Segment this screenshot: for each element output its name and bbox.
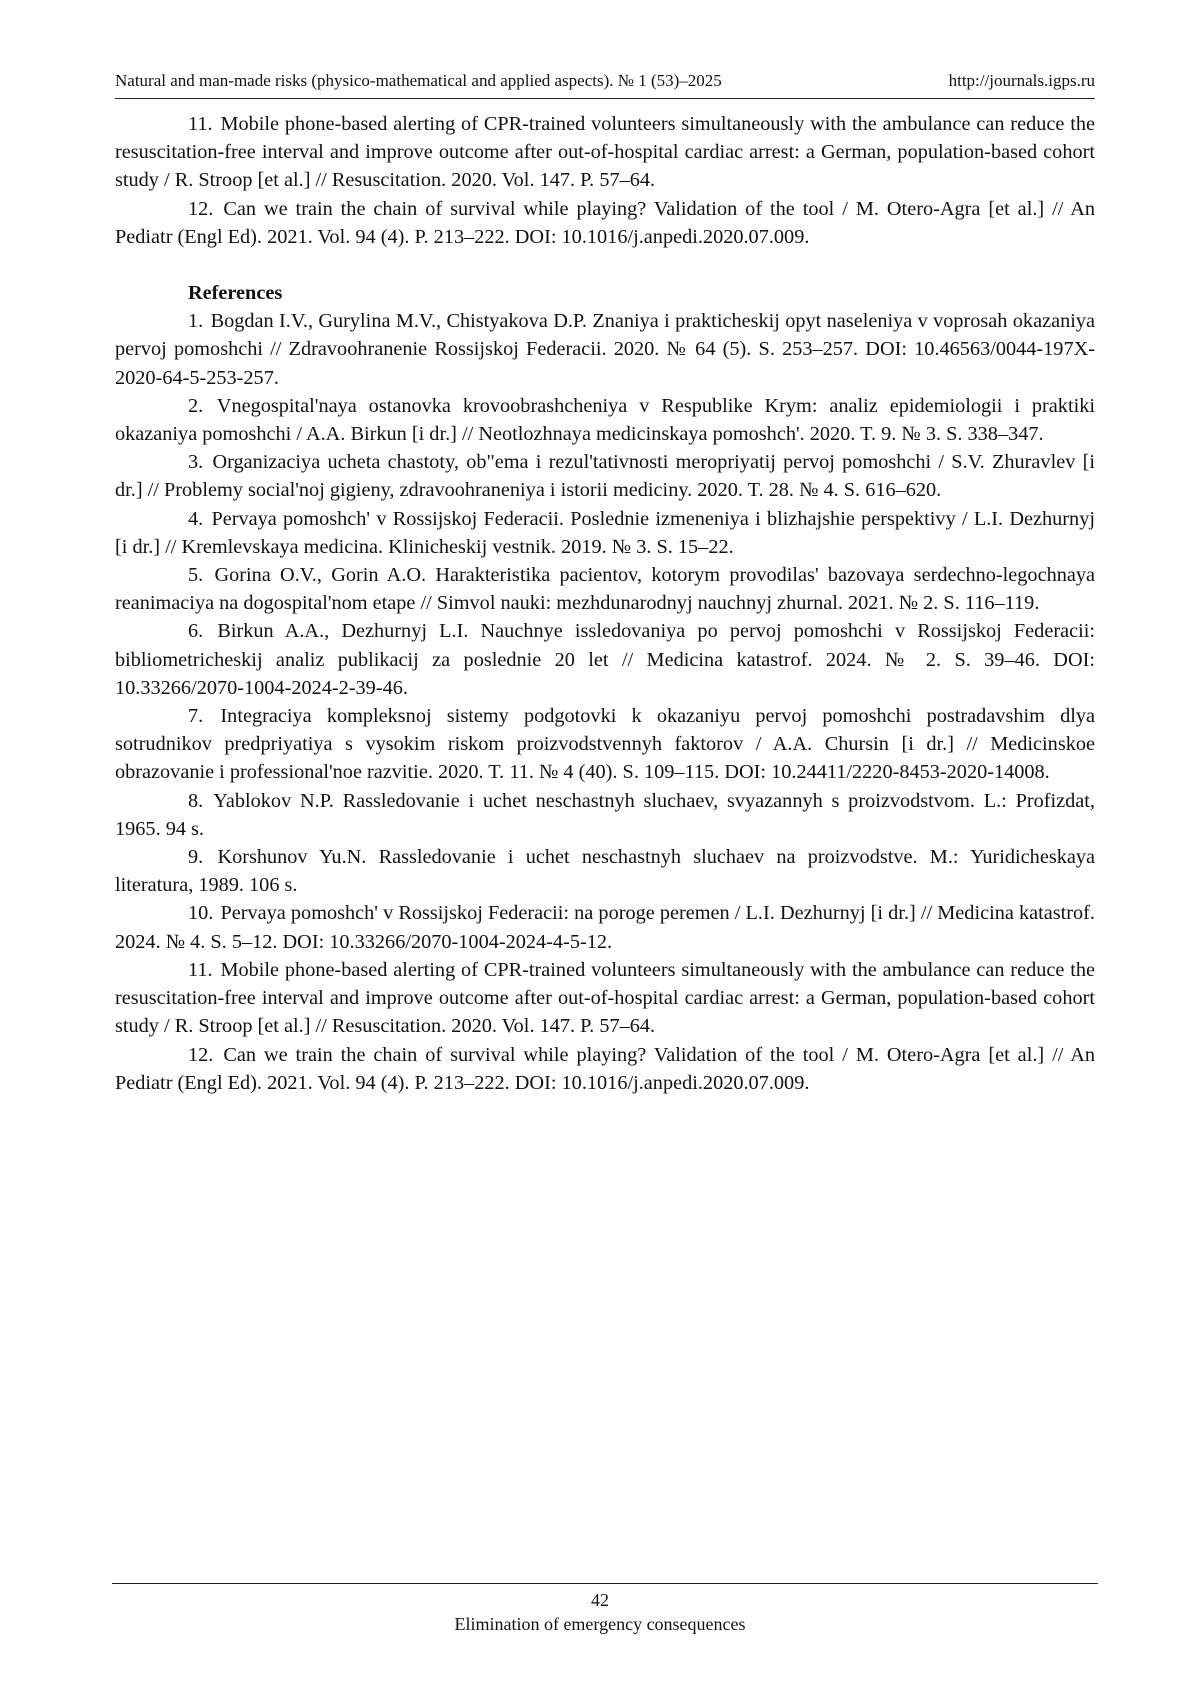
reference-text: Pervaya pomoshch' v Rossijskoj Federacii. Poslednie izmeneniya i blizhajshie perspektivy / L.I. Dezhurnyj [i dr.] // Kremlevskaya medicina. Klinicheskij vestnik. 2019. № 3. S. 15–22. — [115, 508, 1095, 558]
reference-number: 12. — [188, 198, 213, 220]
reference-item — [115, 195, 1095, 251]
reference-number: 1. — [188, 310, 203, 332]
reference-number: 5. — [188, 564, 203, 586]
reference-item — [115, 899, 1095, 955]
reference-text: Korshunov Yu.N. Rassledovanie i uchet neschastnyh sluchaev na proizvodstve. M.: Yuridicheskaya literatura, 1989. 106 s. — [115, 846, 1095, 896]
reference-item — [115, 956, 1095, 1041]
reference-item — [115, 787, 1095, 843]
page-number: 42 — [0, 1589, 1200, 1611]
reference-text: Mobile phone-based alerting of CPR-trained volunteers simultaneously with the ambulance can reduce the resuscitation-free interval and improve outcome after out-of-hospital cardiac arrest: a German, population-based cohort study / R. Stroop [et al.] // Resuscitation. 2020. Vol. 147. P. 57–64. — [115, 113, 1095, 191]
journal-title: Natural and man-made risks (physico-mathematical and applied aspects). № 1 (53)–2025 — [115, 71, 722, 91]
reference-text: Gorina O.V., Gorin A.O. Harakteristika pacientov, kotorym provodilas' bazovaya serdechno-legochnaya reanimaciya na dogospital'nom etape // Simvol nauki: mezhdunarodnyj nauchnyj zhurnal. 2021. № 2. S. 116–119. — [115, 564, 1095, 614]
reference-number: 6. — [188, 620, 203, 642]
reference-text: Can we train the chain of survival while playing? Validation of the tool / M. Otero-Agra [et al.] // An Pediatr (Engl Ed). 2021. Vol. 94 (4). P. 213–222. DOI: 10.1016/j.anpedi.2020.07.009. — [115, 1044, 1095, 1094]
running-header — [115, 70, 1095, 99]
reference-text: Integraciya kompleksnoj sistemy podgotovki k okazaniyu pervoj pomoshchi postradavshim dlya sotrudnikov predpriyatiya s vysokim riskom proizvodstvennyh faktorov / A.A. Chursin [i dr.] // Medicinskoe obrazovanie i professional'noe razvitie. 2020. T. 11. № 4 (40). S. 109–115. DOI: 10.24411/2220-8453-2020-14008. — [115, 705, 1095, 783]
reference-text: Organizaciya ucheta chastoty, ob"ema i rezul'tativnosti meropriyatij pervoj pomoshchi / S.V. Zhuravlev [i dr.] // Problemy social'noj gigieny, zdravoohraneniya i istorii mediciny. 2020. T. 28. № 4. S. 616–620. — [115, 451, 1095, 501]
reference-text: Vnegospital'naya ostanovka krovoobrashcheniya v Respublike Krym: analiz epidemiologii i praktiki okazaniya pomoshchi / A.A. Birkun [i dr.] // Neotlozhnaya medicinskaya pomoshch'. 2020. T. 9. № 3. S. 338–347. — [115, 395, 1095, 445]
reference-item — [115, 843, 1095, 899]
references-heading: References — [188, 279, 1095, 307]
reference-text: Birkun A.A., Dezhurnyj L.I. Nauchnye issledovaniya po pervoj pomoshchi v Rossijskoj Federacii: bibliometricheskij analiz publikacij za poslednie 20 let // Medicina katastrof. 2024. № 2. S. 39–46. DOI: 10.33266/2070-1004-2024-2-39-46. — [115, 620, 1095, 698]
reference-text: Can we train the chain of survival while playing? Validation of the tool / M. Otero-Agra [et al.] // An Pediatr (Engl Ed). 2021. Vol. 94 (4). P. 213–222. DOI: 10.1016/j.anpedi.2020.07.009. — [115, 198, 1095, 248]
reference-text: Yablokov N.P. Rassledovanie i uchet neschastnyh sluchaev, svyazannyh s proizvodstvom. L.: Profizdat, 1965. 94 s. — [115, 790, 1095, 840]
reference-text: Mobile phone-based alerting of CPR-trained volunteers simultaneously with the ambulance can reduce the resuscitation-free interval and improve outcome after out-of-hospital cardiac arrest: a German, population-based cohort study / R. Stroop [et al.] // Resuscitation. 2020. Vol. 147. P. 57–64. — [115, 959, 1095, 1037]
reference-number: 11. — [188, 959, 213, 981]
reference-item — [115, 1041, 1095, 1097]
reference-item — [115, 505, 1095, 561]
reference-item — [115, 110, 1095, 195]
journal-url: http://journals.igps.ru — [949, 71, 1095, 91]
reference-number: 7. — [188, 705, 203, 727]
reference-item — [115, 448, 1095, 504]
reference-number: 4. — [188, 508, 203, 530]
section-spacer — [115, 251, 1095, 279]
reference-number: 9. — [188, 846, 203, 868]
reference-text: Pervaya pomoshch' v Rossijskoj Federacii: na poroge peremen / L.I. Dezhurnyj [i dr.] // Medicina katastrof. 2024. № 4. S. 5–12. DOI: 10.33266/2070-1004-2024-4-5-12. — [115, 902, 1095, 952]
page-content — [115, 110, 1095, 1097]
reference-number: 12. — [188, 1044, 213, 1066]
reference-item — [115, 392, 1095, 448]
reference-item — [115, 617, 1095, 702]
reference-item — [115, 307, 1095, 392]
reference-number: 8. — [188, 790, 203, 812]
reference-number: 3. — [188, 451, 203, 473]
reference-number: 2. — [188, 395, 203, 417]
reference-text: Bogdan I.V., Gurylina M.V., Chistyakova D.P. Znaniya i prakticheskij opyt naseleniya v voprosah okazaniya pervoj pomoshchi // Zdravoohranenie Rossijskoj Federacii. 2020. № 64 (5). S. 253–257. DOI: 10.46563/0044-197X-2020-64-5-253-257. — [115, 310, 1095, 388]
reference-item — [115, 702, 1095, 787]
reference-item — [115, 561, 1095, 617]
reference-number: 10. — [188, 902, 213, 924]
footer-divider — [112, 1583, 1098, 1584]
footer-section-title: Elimination of emergency consequences — [0, 1613, 1200, 1635]
reference-number: 11. — [188, 113, 213, 135]
